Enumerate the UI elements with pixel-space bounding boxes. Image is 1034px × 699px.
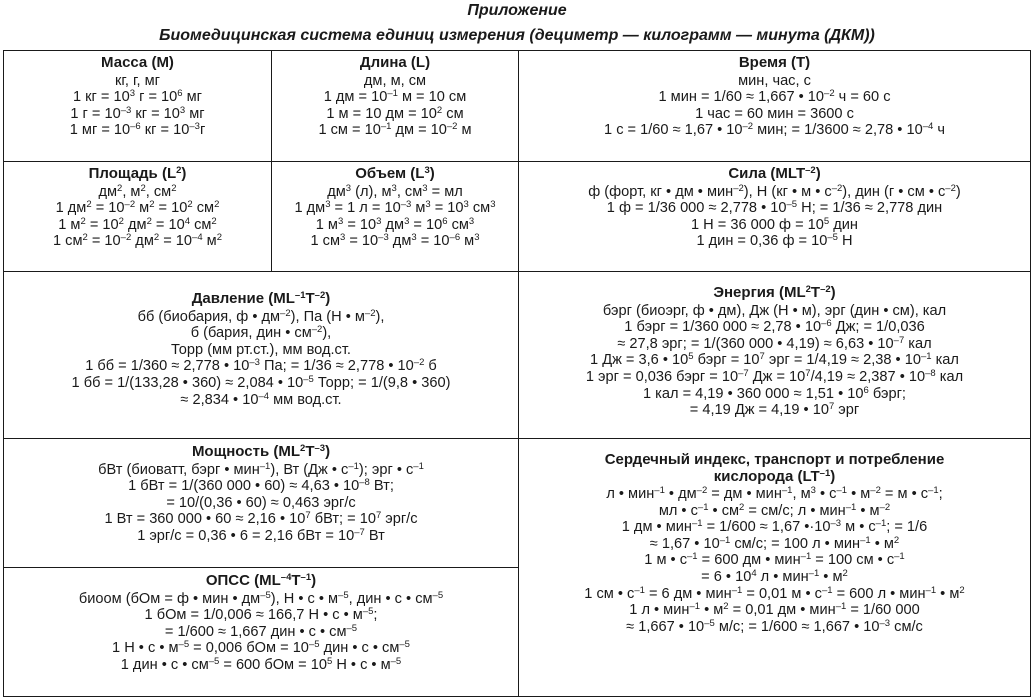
cell-line: 1 с = 1/60 ≈ 1,67 • $10^{-2}$ мин; = 1/3600 ≈ 2,78 • $10^{-4}$ ч [604,121,945,139]
cell-line: 1 кал = 4,19 • 360 000 ≈ 1,51 • $10^6$ бэрг; [643,384,906,402]
cell-line: бэрг (биоэрг, ф • дм), Дж (Н • м), эрг (дин • см), кал [602,302,947,319]
cell-volume [271,161,519,272]
cell-energy [518,271,1031,439]
cell-line: Торр (мм рт.ст.), мм вод.ст. [171,341,351,358]
cell-line: ≈ 1,67 • $10^{-1}$ см/с; = 100 л • мин$^{-1}$ • $м^2$ [649,534,900,552]
cell-line: 1 Н • с • $м^{-5} = 0,006$ бОм = $10^{-5}$ дин • с • $см^{-5}$ [112,639,410,657]
cell-cardiac [518,438,1031,697]
cell-line: 1 бб = 1/(133,28 • 360) ≈ 2,084 • $10^{-5}$ Торр; = 1/(9,8 • 360) [71,373,451,391]
cell-line: 1 $м^2 = 10^2$ $дм^2 = 10^4$ $см^2$ [58,215,217,233]
cell-line: 1 эрг = 0,036 бэрг = $10^{-7}$ Дж = $10^7/4,19 \approx 2,387$ • $10^{-8}$ кал [585,367,964,385]
cell-mass [3,50,272,162]
cell-power [3,438,519,568]
cell-line: = 6 • $10^4$ л • мин$^{-1}$ • $м^2$ [701,567,848,585]
cell-line: 1 $см^2 = 10^{-2}$ $дм^2 = 10^{-4}$ $м^2$ [52,232,222,250]
table-caption: Биомедицинская система единиц измерения (дециметр — килограмм — минута (ДКМ)) [159,27,875,44]
cell-line: кг, г, мг [114,72,161,89]
cell-line: 1 $дм^2 = 10^{-2}$ $м^2 = 10^2$ $см^2$ [55,199,220,217]
cell-line: 1 $г = 10^{-3}$ кг = $10^3$ мг [70,104,205,122]
cell-line: 1 см = $10^{-1}$ дм = $10^{-2}$ м [318,121,472,139]
cell-length [271,50,519,162]
cell-line: мин, час, с [738,72,811,89]
cell-line: 1 см • $с^{-1} = 6$ дм • мин$^{-1}$ = 0,01 м • $с^{-1} = 600$ л • мин$^{-1}$ • $м^2$ [584,584,965,602]
cell-title: Мощность $(ML^2T^{-3})$ [191,443,331,460]
cell-line: 1 час = 60 мин = 3600 с [695,105,854,122]
cell-title: Длина (L) [359,54,431,71]
cell-title: Давление $(ML^{-1}T^{-2})$ [191,290,331,307]
cell-line: 1 бб = 1/360 ≈ 2,778 • $10^{-3}$ Па; = 1/36 ≈ 2,778 • $10^{-2}$ б [85,357,437,375]
cell-line: бВт (биоватт, бэрг • мин$^{-1}$), Вт (Дж • $с^{-1}$); эрг • $с^{-1}$ [98,460,424,478]
cell-title: Сердечный индекс, транспорт и потребление кислорода $(LT^{-1})$ [604,451,945,485]
cell-line: 1 Вт = 360 000 • 60 ≈ 2,16 • $10^7$ бВт; = $10^7$ эрг/с [104,510,418,528]
cell-area [3,161,272,272]
cell-title: ОПСС $(ML^{-4}T^{-1})$ [205,572,317,589]
cell-line: 1 дм = $10^{-1}$ м = 10 см [323,88,467,106]
cell-line: 1 Дж = 3,6 • $10^5$ бэрг = $10^7$ эрг = 1/4,19 ≈ 2,38 • $10^{-1}$ кал [590,351,959,369]
cell-line: 1 ф = 1/36 000 ≈ 2,778 • $10^{-5}$ Н; = 1/36 ≈ 2,778 дин [606,199,943,217]
cell-line: 1 м = 10 дм = $10^2$ см [326,104,464,122]
cell-title: Время (T) [738,54,811,71]
cell-title: Сила $(MLT^{-2})$ [728,165,821,182]
cell-line: 1 Н = 36 000 $ф = 10^5$ дин [691,215,858,233]
cell-line: биоом (бОм = ф • мин • $дм^{-5}$), Н • с • $м^{-5}$, дин • с • $см^{-5}$ [78,589,444,607]
cell-line: 1 мин = 1/60 ≈ 1,667 • $10^{-2}$ ч = 60 с [658,88,891,106]
cell-line: 1 мг = $10^{-6}$ кг = $10^{-3}г$ [69,121,206,139]
cell-time [518,50,1031,162]
cell-line: ф (форт, кг • дм • мин$^{-2}$), Н (кг • м • $с^{-2}$), дин (г • см • $с^{-2}$) [588,182,961,200]
cell-title: Масса (M) [101,54,174,71]
cell-line: б (бария, дин • $см^{-2}$), [190,324,332,342]
cell-line: ≈ 2,834 • $10^{-4}$ мм вод.ст. [180,390,342,408]
cell-title: Энергия $(ML^2T^{-2})$ [713,284,836,301]
cell-line: 1 бОм = 1/0,006 ≈ 166,7 Н • с • $м^{-5}$; [144,606,378,624]
appendix-label: Приложение [467,2,567,19]
cell-line: мл • $с^{-1}$ • $см^2 = см/с$; л • мин$^{-1}$ • $м^{-2}$ [658,501,891,519]
cell-line: ≈ 27,8 эрг; = 1/(360 000 • 4,19) ≈ 6,63 • $10^{-7}$ кал [617,334,932,352]
cell-pressure [3,271,519,439]
cell-line: 1 $см^3 = 10^{-3}$ $дм^3 = 10^{-6}$ $м^3$ [310,232,480,250]
cell-line: 1 бВт = 1/(360 000 • 60) ≈ 4,63 • $10^{-8}$ Вт; [128,477,394,495]
cell-line: = 4,19 Дж = 4,19 • $10^7$ эрг [689,401,860,419]
cell-line: 1 дин • с • $см^{-5} = 600$ бОм = $10^5$ Н • с • $м^{-5}$ [120,655,402,673]
cell-opss [3,567,519,697]
cell-line: 1 $м^3 = 10^3$ $дм^3 = 10^6$ $см^3$ [315,215,475,233]
cell-line: 1 дин = 0,36 $ф = 10^{-5}$ Н [696,232,853,250]
cell-line: 1 эрг/с = 0,36 • 6 = 2,16 бВт = $10^{-7}$ Вт [137,526,385,544]
cell-force [518,161,1031,272]
cell-line: 1 м • $с^{-1} = 600$ дм • мин$^{-1}$ = 100 см • $с^{-1}$ [644,551,905,569]
cell-line: 1 дм • мин$^{-1}$ = 1/600 ≈ 1,67 $•\cdot 10^{-3}$ м • $с^{-1}$; = 1/6 [621,518,928,536]
cell-line: = 1/600 ≈ 1,667 дин • с • $см^{-5}$ [164,622,358,640]
cell-line: л • мин$^{-1}$ • $дм^{-2}$ = дм • мин$^{-1}$, $м^3$ • $с^{-1}$ • $м^{-2} = м$ • $с^{-1}$; [606,485,943,502]
cell-line: 1 $дм^3 = 1$ $л = 10^{-3}$ $м^3 = 10^3$ $см^3$ [294,199,496,217]
cell-line: дм, м, см [363,72,427,89]
cell-line: = 10/(0,36 • 60) ≈ 0,463 эрг/с [166,494,356,511]
cell-line: $дм^3$ (л), $м^3$, $см^3$ = мл [327,182,463,200]
cell-title: Площадь $(L^2)$ [88,165,187,182]
cell-line: ≈ 1,667 • $10^{-5}$ м/с; = 1/600 ≈ 1,667 • $10^{-3}$ см/с [626,617,923,635]
cell-line: 1 кг = $10^3$ $г = 10^6$ мг [72,88,202,106]
cell-line: $дм^2$, $м^2$, $см^2$ [98,182,177,200]
cell-line: 1 л • мин$^{-1}$ • $м^2 = 0,01$ дм • мин$^{-1}$ = 1/60 000 [629,601,920,619]
cell-title: Объем $(L^3)$ [355,165,435,182]
cell-line: бб (биобария, ф • $дм^{-2}$), Па (Н • $м^{-2}$), [137,307,385,325]
cell-line: 1 бэрг = 1/360 000 ≈ 2,78 • $10^{-6}$ Дж; = 1/0,036 [624,318,925,336]
